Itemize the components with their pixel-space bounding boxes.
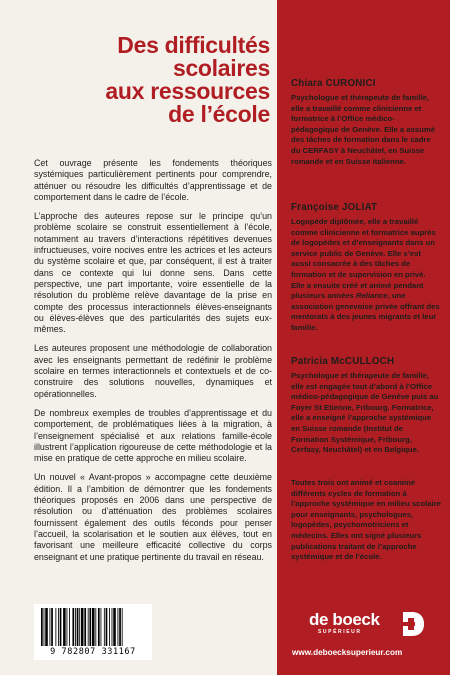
barcode-bars (40, 608, 146, 646)
barcode-bar (75, 608, 76, 646)
barcode-bar (113, 608, 116, 646)
barcode-digits: 9 782807 331167 (50, 647, 136, 657)
author-bio-italic: Reliance (355, 291, 388, 301)
barcode-bar (77, 608, 79, 646)
barcode-bar (55, 608, 56, 646)
authors-closing-note: Toutes trois ont animé et coanimé différents cycles de formation à l’approche systémique en milieu scolaire pour enseignants, psychologues, logopèdes, psychomotriciens et médecins. Elles ont signé plusieurs publications traitant de l’approche systémique et de l’école. (291, 478, 441, 562)
author-bio-text: , une association genevoise privée offrant des mentorats à des jeunes migrants et leur famille. (291, 291, 440, 332)
summary-paragraph: Cet ouvrage présente les fondements théoriques systémiques particulièrement pertinents pour comprendre, atténuer ou résoudre les difficultés d’apprentissage et de comportement dans le cadre de l’école. (34, 158, 272, 202)
barcode-bar (109, 608, 110, 646)
author-block-joliat (291, 202, 441, 334)
barcode-bar (63, 608, 66, 646)
barcode-bar (119, 608, 121, 646)
author-bio: Psychologue et thérapeute de famille, elle a travaillé comme clinicienne et formatrice à l’Office médico-pédagogique de Genève. Elle a assumé des tâches de formation dans le cadre du CERFASY à Neuchâtel, en Suisse romande et en Suisse italienne. (291, 93, 435, 166)
barcode-bar (45, 608, 48, 646)
title-line: Des difficultés (117, 32, 270, 58)
barcode-bar (51, 608, 53, 646)
barcode-bar (112, 608, 113, 646)
barcode-bar (60, 608, 62, 646)
barcode-bar (69, 608, 70, 646)
barcode-bar (44, 608, 45, 646)
author-block-curonici (291, 78, 441, 167)
barcode-bar (89, 608, 91, 646)
barcode-bar (50, 608, 51, 646)
author-name: Patricia McCULLOCH (291, 356, 395, 367)
barcode-bar (41, 608, 43, 646)
publisher-logo (309, 610, 427, 644)
author-bio-text: Logopède diplômée, elle a travaillé comme clinicienne et formatrice auprès de logopèdes et d’enseignants dans un service public de Genève. Elle s’est aussi consacrée à des tâches de formation et de supervision en privé. Elle a ensuite créé et animé pendant plusieurs années (291, 217, 436, 301)
barcode-bar (118, 608, 119, 646)
barcode-bar (101, 608, 102, 646)
title-line: de l’école (168, 101, 270, 127)
barcode-bar (88, 608, 89, 646)
publisher-website: www.deboecksuperieur.com (292, 648, 403, 657)
barcode-bar (92, 608, 95, 646)
barcode-bar (98, 608, 100, 646)
barcode-bar (84, 608, 86, 646)
publisher-d-logo-icon (401, 610, 425, 638)
barcode-bar (81, 608, 84, 646)
book-summary (34, 158, 272, 571)
barcode-bar (106, 608, 108, 646)
barcode-bar (67, 608, 68, 646)
barcode-bar (79, 608, 80, 646)
barcode-bar (122, 608, 123, 646)
barcode-bar (95, 608, 96, 646)
title-line: aux ressources (105, 78, 270, 104)
author-name: Françoise JOLIAT (291, 202, 378, 213)
publisher-logo-sub: SUPÉRIEUR (318, 629, 362, 635)
barcode-bar (58, 608, 59, 646)
summary-paragraph: Les auteures proposent une méthodologie de collaboration avec les enseignants permettant de redéfinir le problème scolaire en termes interactionnels et contextuels et de co-construire des solutions nouvelles, dynamiques et opérationnelles. (34, 343, 272, 399)
barcode-bar (72, 608, 74, 646)
author-bio: Psychologue et thérapeute de famille, elle est engagée tout d’abord à l’Office médico-pédagogique de Genève puis au Foyer St Etienne, Fribourg. Formatrice, elle a enseigné l’approche systémique en Suisse romande (Institut de Formation Systémique, Fribourg, Cerfasy, Neuchâtel) et en Belgique. (291, 371, 439, 455)
author-block-mcculloch (291, 356, 441, 456)
summary-paragraph: L’approche des auteures repose sur le principe qu’un problème scolaire se construit essentiellement à l’école, notamment au travers d’interactions répétitives devenues infructueuses, voire nocives entre les actrices et les acteurs du système scolaire et que, par conséquent, il est à traiter dans ce contexte qui lui donne sens. Dans cette perspective, une part importante, voire essentielle de la résolution du problème relève davantage de la prise en compte des processus interactionnels élèves-enseignants ou élèves-élèves que des particularités des sujets eux-mêmes. (34, 211, 272, 335)
author-name: Chiara CURONICI (291, 78, 376, 89)
author-bio (291, 217, 441, 334)
isbn-barcode (34, 604, 152, 660)
title-line: scolaires (172, 55, 270, 81)
book-title (30, 34, 270, 126)
summary-paragraph: Un nouvel « Avant-propos » accompagne cette deuxième édition. Il a l’ambition de démontrer que les fondements théoriques proposés en 2006 dans une perspective de résolution ou d’atténuation des problèmes scolaires fournissent également des outils féconds pour penser l’accueil, la scolarisation et le soutien aux élèves, tout en favorisant une meilleure efficacité collective du corps enseignant et une pratique pertinente du travail en réseau. (34, 472, 272, 562)
summary-paragraph: De nombreux exemples de troubles d’apprentissage et du comportement, de problématiques liées à la migration, à l’enseignement spécialisé et aux relations famille-école illustrent l’application rigoureuse de cette méthodologie et la mise en pratique de cette approche en milieu scolaire. (34, 407, 272, 464)
barcode-bar (104, 608, 105, 646)
publisher-logo-text: de boeck (309, 610, 380, 629)
